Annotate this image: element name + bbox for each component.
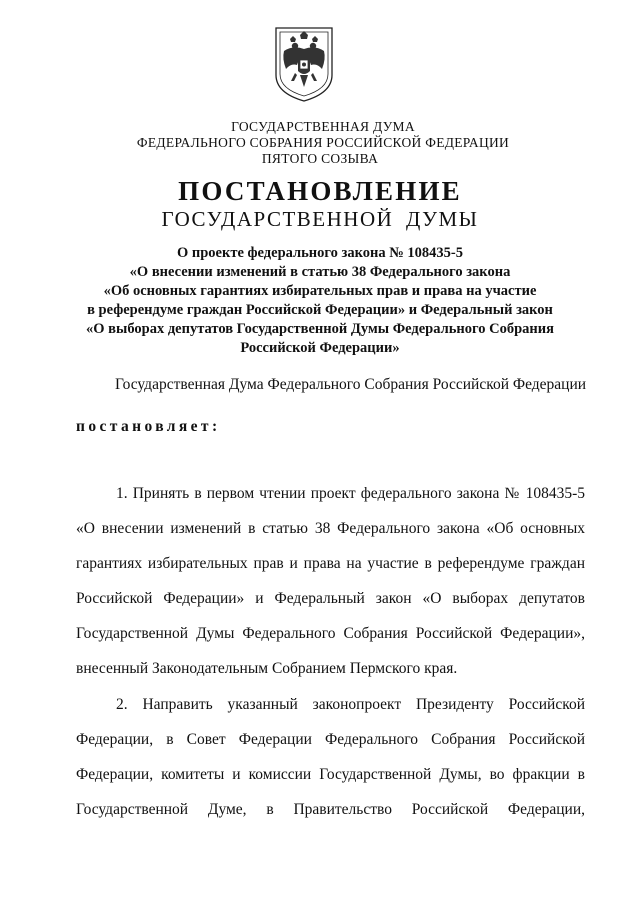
intro-paragraph: Государственная Дума Федерального Собрания Российской Федерации bbox=[115, 376, 587, 393]
body-line: Государственной Думы Федерального Собрания Российской Федерации», bbox=[76, 625, 585, 642]
body-line: 1. Принять в первом чтении проект федерального закона № 108435-5 bbox=[116, 485, 585, 502]
coat-of-arms-icon bbox=[273, 25, 335, 103]
subject-line: «О внесении изменений в статью 38 Федерального закона bbox=[129, 264, 511, 280]
header-federal-assembly: ФЕДЕРАЛЬНОГО СОБРАНИЯ РОССИЙСКОЙ ФЕДЕРАЦИИ bbox=[136, 135, 510, 150]
subject-line: Российской Федерации» bbox=[240, 340, 400, 356]
header-convocation: ПЯТОГО СОЗЫВА bbox=[261, 151, 379, 166]
body-line: внесенный Законодательным Собранием Пермского края. bbox=[76, 660, 458, 677]
body-line: 2. Направить указанный законопроект Президенту Российской bbox=[116, 696, 585, 713]
subject-line: в референдуме граждан Российской Федерации» и Федеральный закон bbox=[87, 302, 553, 318]
body-line: Федерации, комитеты и комиссии Государственной Думы, во фракции в bbox=[76, 766, 585, 783]
body-line: Государственной Думе, в Правительство Российской Федерации, bbox=[76, 801, 585, 818]
subject-line: «Об основных гарантиях избирательных прав и права на участие bbox=[103, 283, 537, 299]
header-duma: ГОСУДАРСТВЕННАЯ ДУМА bbox=[231, 119, 415, 134]
body-line: «О внесении изменений в статью 38 Федерального закона «Об основных bbox=[76, 520, 585, 537]
resolves-word: постановляет: bbox=[76, 418, 221, 435]
document-title: ПОСТАНОВЛЕНИЕ bbox=[178, 176, 462, 206]
body-line: гарантиях избирательных прав и права на участие в референдуме граждан bbox=[76, 555, 585, 572]
body-line: Федерации, в Совет Федерации Федерального Собрания Российской bbox=[76, 731, 585, 748]
subject-line: «О выборах депутатов Государственной Думы Федерального Собрания bbox=[86, 321, 554, 337]
subject-line: О проекте федерального закона № 108435-5 bbox=[176, 245, 464, 261]
body-line: Российской Федерации» и Федеральный закон «О выборах депутатов bbox=[76, 590, 585, 607]
document-subtitle: ГОСУДАРСТВЕННОЙ ДУМЫ bbox=[161, 207, 479, 231]
